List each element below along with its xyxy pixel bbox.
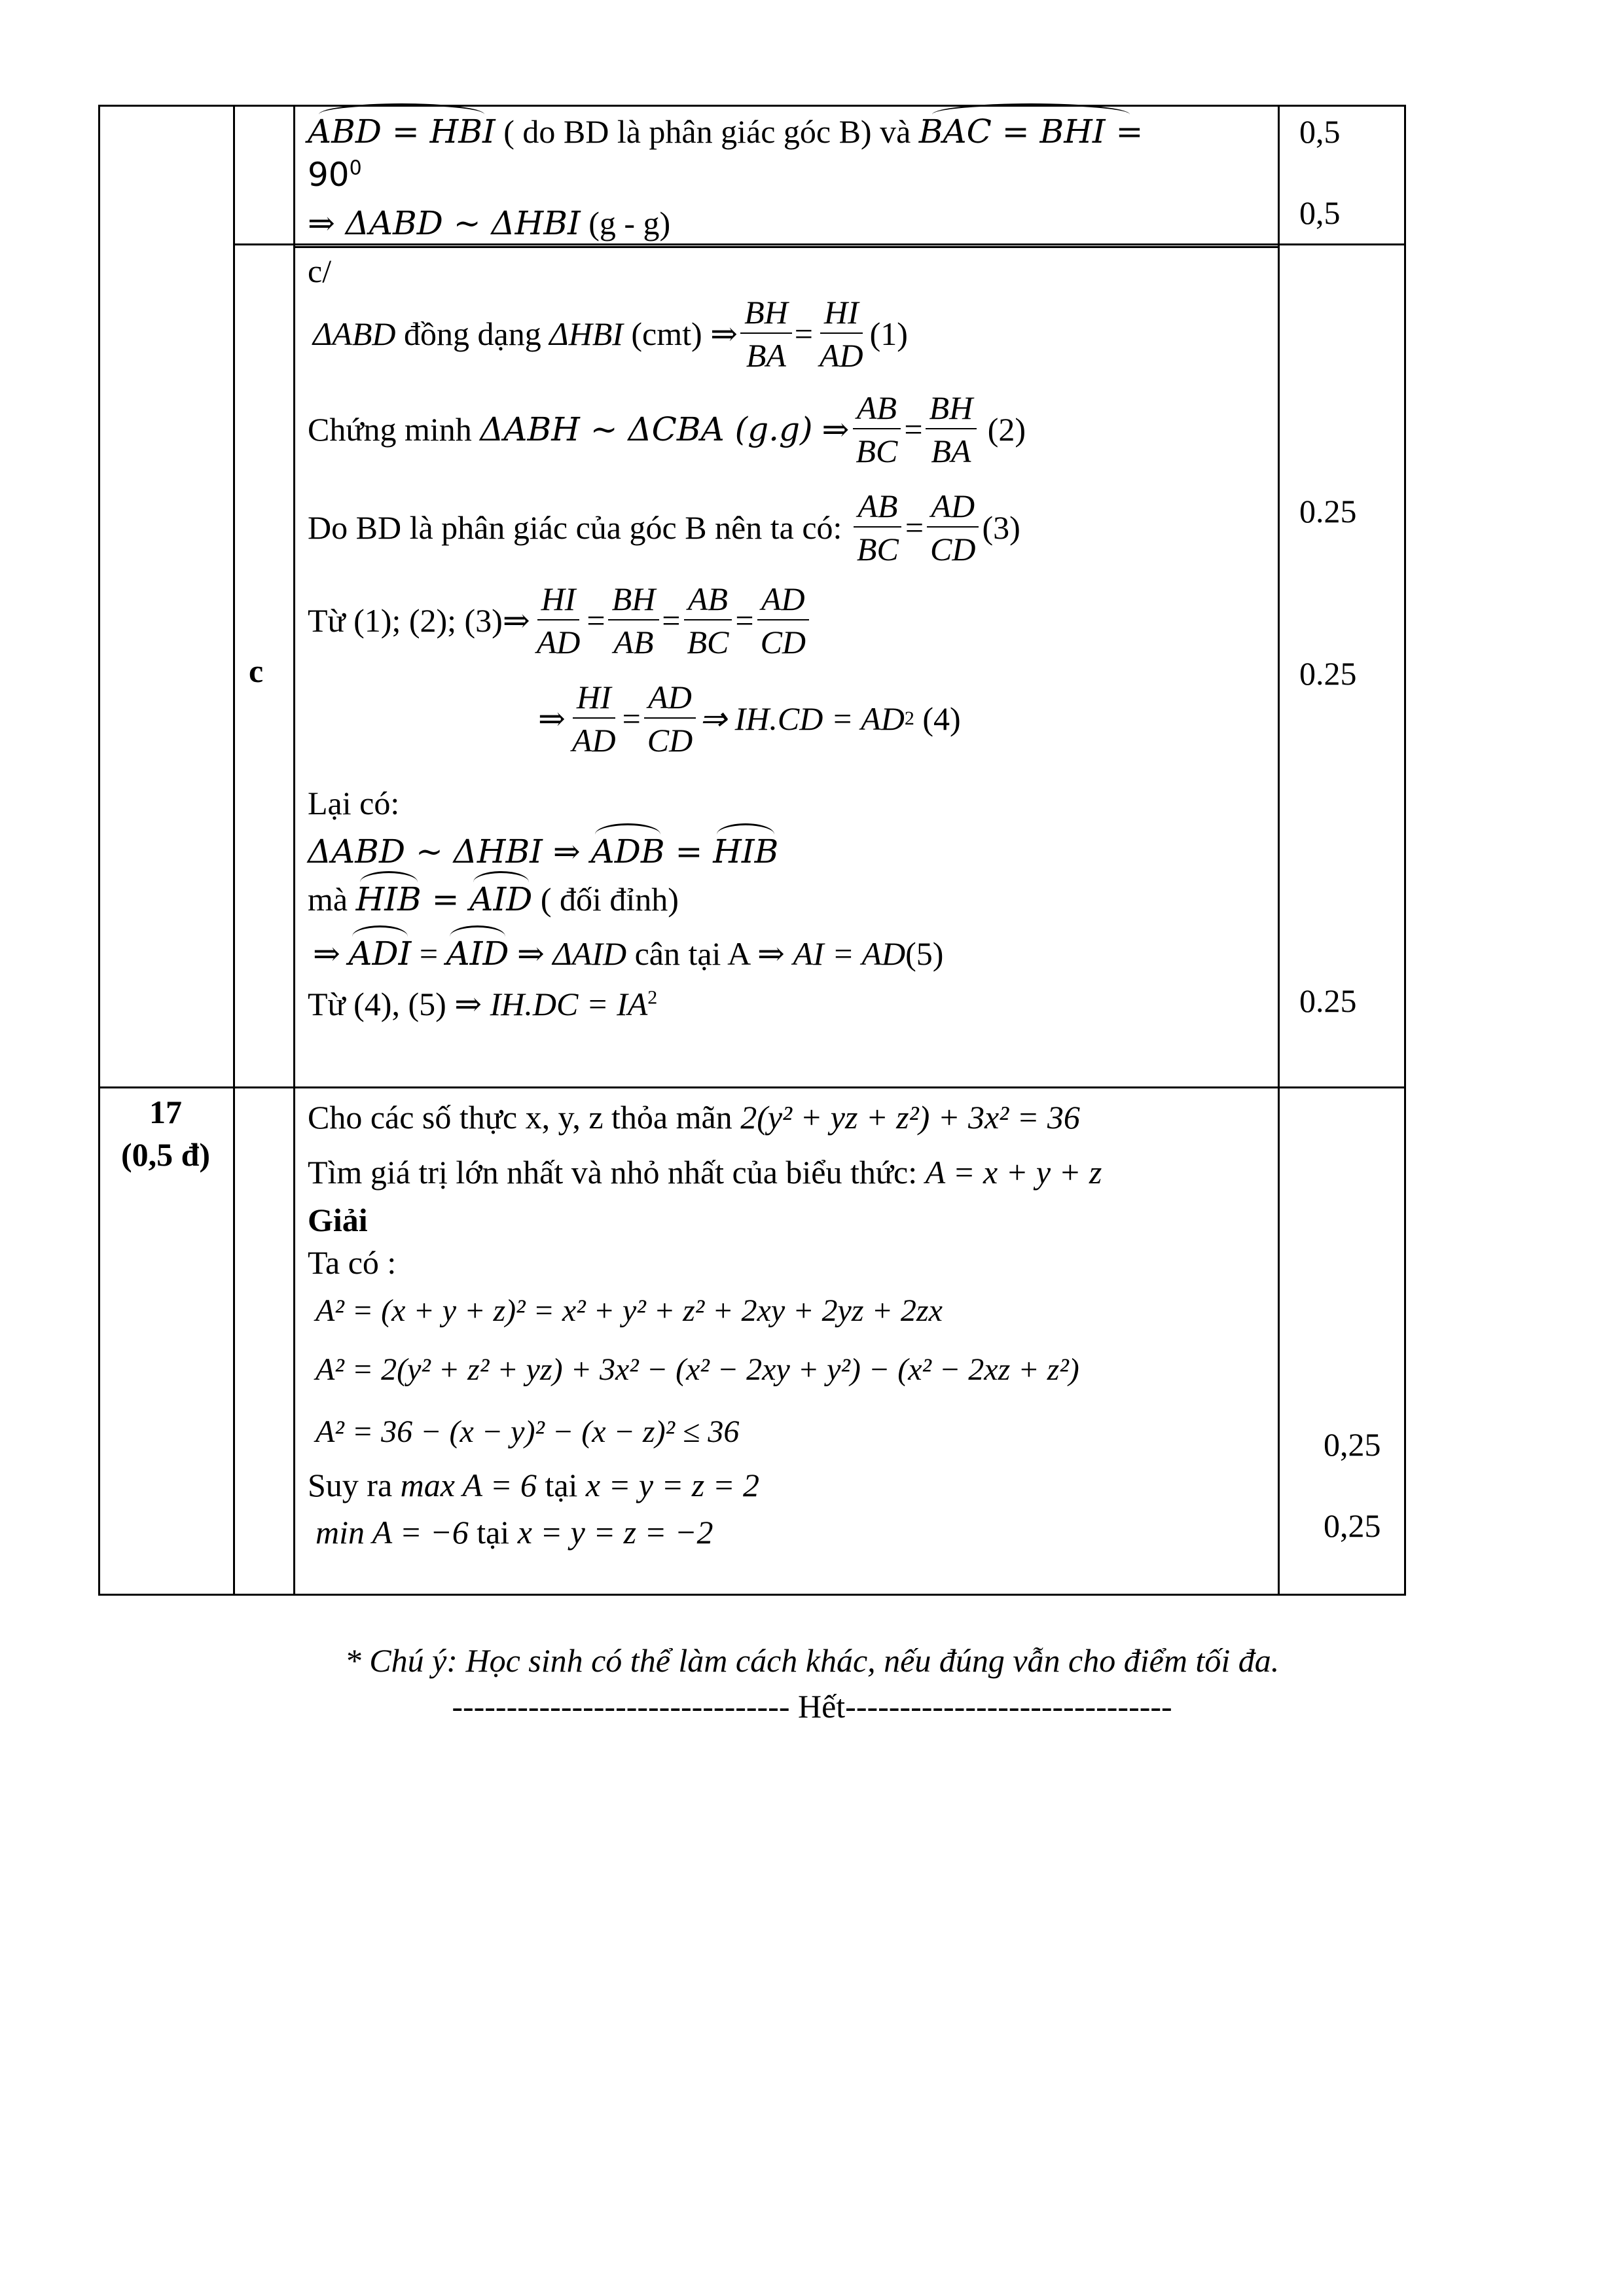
similar-triangles: ⇒ ΔABD ~ ΔHBI <box>308 204 581 242</box>
frac-hi-ad: $\frac{HI}{AD}$ <box>819 294 863 374</box>
equation-3: A² = 36 − (x − y)² − (x − z)² ≤ 36 <box>316 1414 740 1449</box>
footer-note: * Chú ý: Học sinh có thể làm cách khác, nếu đúng vẫn cho điểm tối đa. <box>344 1642 1280 1679</box>
score-17-2: 0,25 <box>1324 1507 1381 1544</box>
equation-2: A² = 2(y² + z² + yz) + 3x² − (x² − 2xy + y²) − (x² − 2xz + z²) <box>316 1352 1079 1387</box>
right-angle-value: 90 <box>308 156 350 194</box>
question-points: (0,5 đ) <box>120 1136 211 1173</box>
question-number: 17 <box>149 1094 182 1130</box>
footer-end: ------------------------------- Hết------------------------------ <box>452 1688 1172 1725</box>
score-c-3: 0.25 <box>1299 982 1357 1019</box>
frac-bh-ba: $\frac{BH}{BA}$ <box>740 296 792 372</box>
solution-label: Giải <box>308 1202 368 1238</box>
score-c-2: 0.25 <box>1299 655 1357 692</box>
equation-1: A² = (x + y + z)² = x² + y² + z² + 2xy + 2yz + 2zx <box>316 1293 943 1328</box>
score-b-1: 0,5 <box>1299 113 1341 150</box>
part-b-reason: ( do BD là phân giác góc B) và <box>495 113 919 150</box>
score-c-1: 0.25 <box>1299 493 1357 529</box>
score-b-2: 0,5 <box>1299 194 1341 231</box>
angle-bac: BAC = BHI = <box>918 113 1144 151</box>
part-c-header: c/ <box>308 253 332 289</box>
gg-reason: (g - g) <box>580 205 671 242</box>
score-17-1: 0,25 <box>1324 1426 1381 1463</box>
angle-abd: ABD = HBI <box>308 113 496 151</box>
part-c-label: c <box>249 653 264 689</box>
